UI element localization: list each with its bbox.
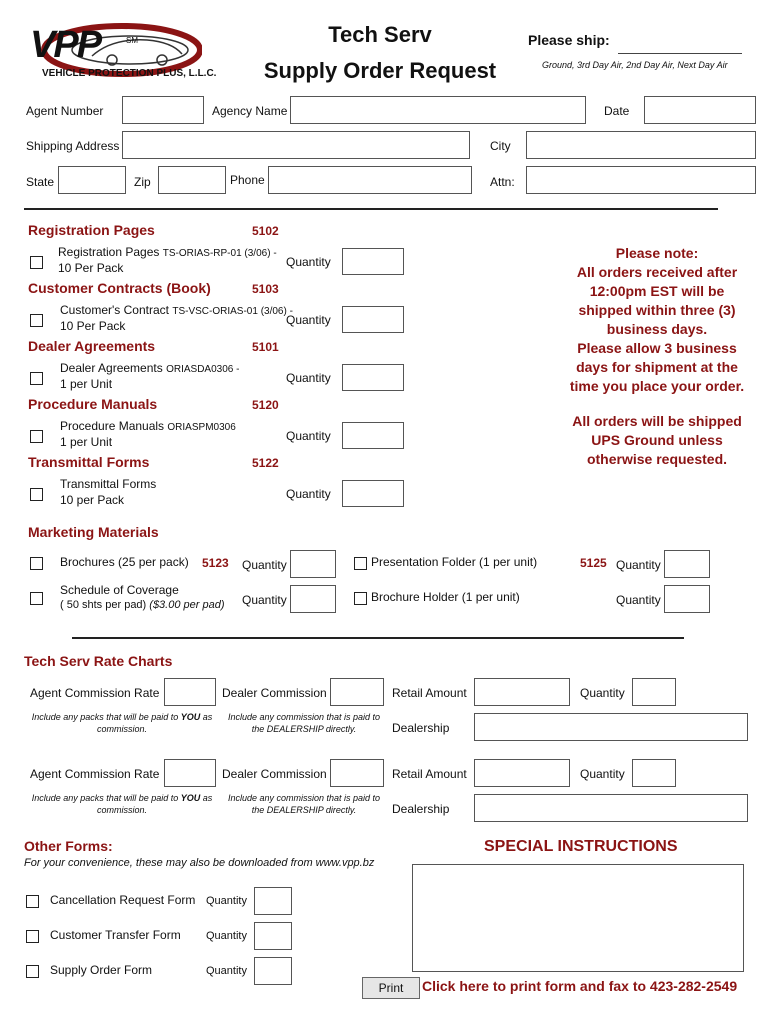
zip-label: Zip <box>134 175 151 189</box>
divider-top <box>24 208 718 210</box>
agent-note-you-1: YOU <box>180 712 201 722</box>
special-instructions-field[interactable] <box>412 864 744 972</box>
rate-quantity-field-2[interactable] <box>632 759 676 787</box>
folder-label: Presentation Folder (1 per unit) <box>371 555 538 569</box>
customer-contracts-qty-label: Quantity <box>286 313 331 327</box>
registration-pages-checkbox[interactable] <box>30 256 43 269</box>
dealer-commission-field-1[interactable] <box>330 678 384 706</box>
dealer-commission-label-1: Dealer Commission <box>222 686 327 700</box>
registration-pages-desc <box>58 245 277 259</box>
dealership-field-2[interactable] <box>474 794 748 822</box>
dealer-agreements-qty-label: Quantity <box>286 371 331 385</box>
section-marketing-materials: Marketing Materials <box>28 524 159 540</box>
customer-contracts-desc-line1: Customer's Contract <box>60 303 169 317</box>
supply-order-form-label: Supply Order Form <box>50 963 153 977</box>
schedule-label: Schedule of Coverage <box>60 583 179 597</box>
phone-field[interactable] <box>268 166 472 194</box>
code-5102: 5102 <box>252 224 279 238</box>
print-instruction-text: Click here to print form and fax to 423-282-2549 <box>422 978 738 994</box>
schedule-checkbox[interactable] <box>30 592 43 605</box>
transmittal-forms-qty-label: Quantity <box>286 487 331 501</box>
schedule-qty-field[interactable] <box>290 585 336 613</box>
transmittal-forms-checkbox[interactable] <box>30 488 43 501</box>
supply-order-form-checkbox[interactable] <box>26 965 39 978</box>
transfer-form-checkbox[interactable] <box>26 930 39 943</box>
procedure-manuals-qty-label: Quantity <box>286 429 331 443</box>
special-instructions-title: SPECIAL INSTRUCTIONS <box>484 838 678 855</box>
section-rate-charts: Tech Serv Rate Charts <box>24 653 173 669</box>
supply-order-qty-label: Quantity <box>206 965 247 977</box>
brochures-qty-field[interactable] <box>290 550 336 578</box>
dealer-agreements-desc-code: ORIASDA0306 - <box>166 364 240 375</box>
transmittal-forms-desc: Transmittal Forms <box>60 477 157 491</box>
transfer-qty-label: Quantity <box>206 930 247 942</box>
retail-amount-label-1: Retail Amount <box>392 686 467 700</box>
registration-pages-qty-field[interactable] <box>342 248 404 275</box>
procedure-manuals-pack: 1 per Unit <box>60 435 113 449</box>
cancellation-form-checkbox[interactable] <box>26 895 39 908</box>
dealership-label-2: Dealership <box>392 802 450 816</box>
procedure-manuals-desc <box>60 419 236 433</box>
agent-note-post-1: as commission. <box>96 712 213 734</box>
agent-number-field[interactable] <box>122 96 204 124</box>
customer-contracts-qty-field[interactable] <box>342 306 404 333</box>
schedule-qty-label: Quantity <box>242 593 287 607</box>
print-button[interactable]: Print <box>362 977 420 999</box>
registration-pages-desc-code: TS-ORIAS-RP-01 (3/06) - <box>162 248 277 259</box>
transmittal-forms-pack: 10 per Pack <box>60 493 125 507</box>
holder-label: Brochure Holder (1 per unit) <box>371 590 520 604</box>
holder-qty-field[interactable] <box>664 585 710 613</box>
customer-contracts-checkbox[interactable] <box>30 314 43 327</box>
dealer-commission-label-2: Dealer Commission <box>222 767 327 781</box>
state-label: State <box>26 175 55 189</box>
attn-label: Attn: <box>490 175 515 189</box>
rate-quantity-field-1[interactable] <box>632 678 676 706</box>
procedure-manuals-checkbox[interactable] <box>30 430 43 443</box>
date-label: Date <box>604 104 630 118</box>
ship-options: Ground, 3rd Day Air, 2nd Day Air, Next Day Air <box>542 60 728 70</box>
section-other-forms: Other Forms: <box>24 838 113 854</box>
logo-sm: SM <box>126 36 138 45</box>
agent-commission-note-1 <box>26 711 218 735</box>
attn-field[interactable] <box>526 166 756 194</box>
registration-pages-qty-label: Quantity <box>286 255 331 269</box>
code-5120: 5120 <box>252 398 279 412</box>
section-transmittal-forms: Transmittal Forms <box>28 454 150 470</box>
date-field[interactable] <box>644 96 756 124</box>
customer-contracts-desc <box>60 303 293 317</box>
logo-text: VPP <box>30 24 101 66</box>
title-line2: Supply Order Request <box>263 58 497 83</box>
procedure-manuals-qty-field[interactable] <box>342 422 404 449</box>
brochures-code: 5123 <box>202 556 229 570</box>
registration-pages-pack: 10 Per Pack <box>58 261 124 275</box>
transfer-form-label: Customer Transfer Form <box>50 928 181 942</box>
dealer-agreements-qty-field[interactable] <box>342 364 404 391</box>
cancellation-form-label: Cancellation Request Form <box>50 893 196 907</box>
brochures-checkbox[interactable] <box>30 557 43 570</box>
retail-amount-field-1[interactable] <box>474 678 570 706</box>
agent-note-pre-2: Include any packs that will be paid to <box>31 793 181 803</box>
logo-company: VEHICLE PROTECTION PLUS, L.L.C. <box>42 68 217 79</box>
agent-note-you-2: YOU <box>180 793 201 803</box>
agent-commission-note-2 <box>26 792 218 816</box>
code-5101: 5101 <box>252 340 279 354</box>
agent-note-post-2: as commission. <box>96 793 213 815</box>
rate-quantity-label-1: Quantity <box>580 686 625 700</box>
brochures-label: Brochures (25 per pack) <box>60 555 189 569</box>
folder-checkbox[interactable] <box>354 557 367 570</box>
agent-commission-field-1[interactable] <box>164 678 216 706</box>
dealership-field-1[interactable] <box>474 713 748 741</box>
code-5103: 5103 <box>252 282 279 296</box>
schedule-price: ($3.00 per pad) <box>149 599 225 611</box>
dealer-commission-note-2: Include any commission that is paid to the DEALERSHIP directly. <box>227 793 381 815</box>
schedule-pad-size: ( 50 shts per pad) <box>60 599 147 611</box>
zip-field[interactable] <box>158 166 226 194</box>
please-ship-line[interactable] <box>618 53 742 54</box>
section-customer-contracts: Customer Contracts (Book) <box>28 280 211 296</box>
agent-commission-label-1: Agent Commission Rate <box>30 686 160 700</box>
holder-qty-label: Quantity <box>616 593 661 607</box>
divider-middle <box>72 637 684 639</box>
other-forms-subtitle: For your convenience, these may also be downloaded from www.vpp.bz <box>24 857 375 869</box>
brochures-qty-label: Quantity <box>242 558 287 572</box>
customer-contracts-pack: 10 Per Pack <box>60 319 126 333</box>
registration-pages-desc-line1: Registration Pages <box>58 245 160 259</box>
dealer-agreements-desc <box>60 361 239 375</box>
transfer-qty-field[interactable] <box>254 922 292 950</box>
dealer-agreements-checkbox[interactable] <box>30 372 43 385</box>
transmittal-forms-qty-field[interactable] <box>342 480 404 507</box>
folder-qty-field[interactable] <box>664 550 710 578</box>
dealer-commission-field-2[interactable] <box>330 759 384 787</box>
please-ship-label: Please ship: <box>528 32 610 48</box>
cancellation-qty-label: Quantity <box>206 895 247 907</box>
procedure-manuals-desc-code: ORIASPM0306 <box>167 422 236 433</box>
folder-qty-label: Quantity <box>616 558 661 572</box>
section-procedure-manuals: Procedure Manuals <box>28 396 158 412</box>
schedule-detail <box>60 599 225 611</box>
city-field[interactable] <box>526 131 756 159</box>
state-field[interactable] <box>58 166 126 194</box>
agent-number-label: Agent Number <box>26 104 104 118</box>
holder-checkbox[interactable] <box>354 592 367 605</box>
phone-label: Phone <box>230 173 265 187</box>
rate-quantity-label-2: Quantity <box>580 767 625 781</box>
agency-name-field[interactable] <box>290 96 586 124</box>
retail-amount-field-2[interactable] <box>474 759 570 787</box>
folder-code: 5125 <box>580 556 607 570</box>
shipping-address-field[interactable] <box>122 131 470 159</box>
dealer-commission-note-1: Include any commission that is paid to the DEALERSHIP directly. <box>227 712 381 734</box>
city-label: City <box>490 139 511 153</box>
customer-contracts-desc-code: TS-VSC-ORIAS-01 (3/06) - <box>172 306 293 317</box>
dealership-label-1: Dealership <box>392 721 450 735</box>
procedure-manuals-desc-line1: Procedure Manuals <box>60 419 165 433</box>
retail-amount-label-2: Retail Amount <box>392 767 467 781</box>
agency-name-label: Agency Name <box>212 104 288 118</box>
supply-order-qty-field[interactable] <box>254 957 292 985</box>
shipping-note-text: All orders will be shipped UPS Ground unless otherwise requested. <box>572 413 742 467</box>
code-5122: 5122 <box>252 456 279 470</box>
title-line1: Tech Serv <box>328 22 432 47</box>
cancellation-qty-field[interactable] <box>254 887 292 915</box>
agent-commission-label-2: Agent Commission Rate <box>30 767 160 781</box>
agent-commission-field-2[interactable] <box>164 759 216 787</box>
agent-note-pre-1: Include any packs that will be paid to <box>31 712 181 722</box>
dealer-agreements-desc-line1: Dealer Agreements <box>60 361 163 375</box>
vpp-logo <box>22 20 217 84</box>
section-dealer-agreements: Dealer Agreements <box>28 338 156 354</box>
dealer-agreements-pack: 1 per Unit <box>60 377 113 391</box>
please-note-text: Please note: All orders received after 12:00pm EST will be shipped within three (3) business days. Please allow 3 business days for shipment at the time you place your order. <box>569 245 745 394</box>
section-registration-pages: Registration Pages <box>28 222 155 238</box>
shipping-address-label: Shipping Address <box>26 139 120 153</box>
